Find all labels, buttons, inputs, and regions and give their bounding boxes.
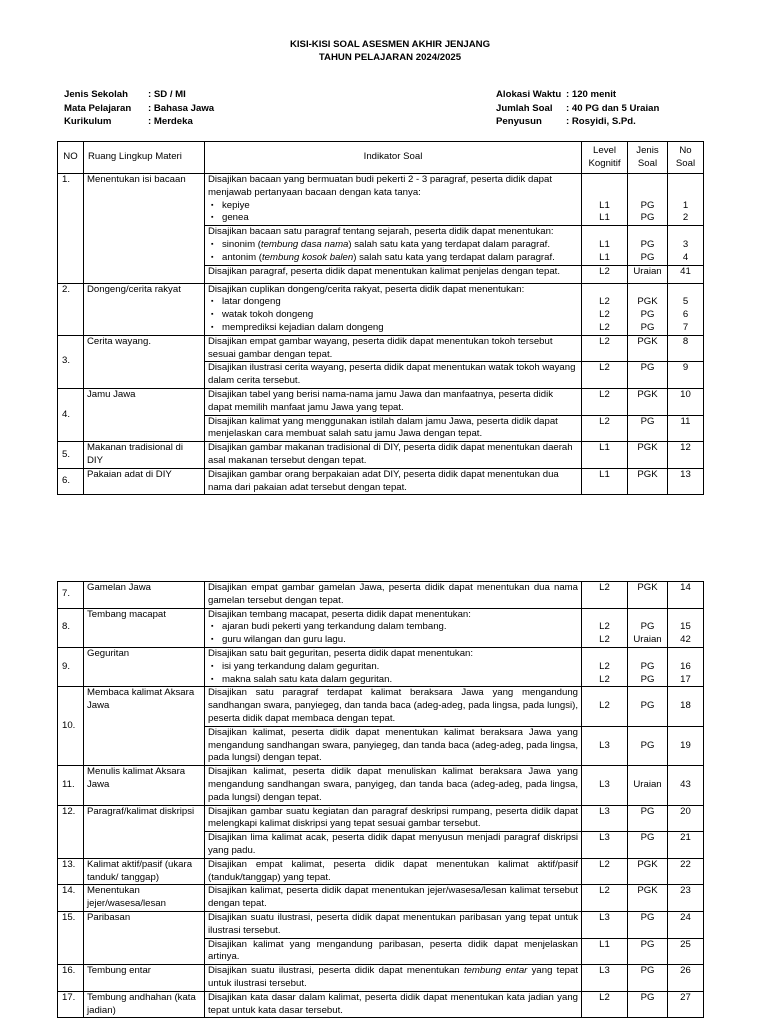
row-number: 5. [58,442,84,469]
meta-label: Alokasi Waktu [496,89,562,100]
bullet-icon: ▪ [211,253,214,261]
bullet-icon: ▪ [211,311,214,319]
row-jenis: PGK [628,335,668,362]
meta-row [64,102,214,116]
row-indikator: Disajikan empat gambar wayang, peserta didik dapat menentukan tokoh tersebut sesuai gambar dengan tepat. [205,335,582,362]
text-part: ) salah satu kata yang terdapat dalam paragraf. [353,251,555,263]
row-nosoal: 21 [668,832,704,859]
level-value: L1 [599,199,610,211]
row-level: L2 [582,415,628,442]
row-level: L3 [582,832,628,859]
bullet-text: genea [222,212,249,224]
row-nosoal: 12 [668,442,704,469]
jenis-value: PG [640,309,655,321]
row-level: L3 [582,726,628,765]
table-row [58,805,704,832]
meta-row [496,115,659,129]
row-nosoal: 27 [668,991,704,1018]
row-number: 2. [58,283,84,335]
jenis-value: PG [640,673,655,685]
table-row [58,687,704,726]
row-jenis: PGK [628,885,668,912]
bullet-item [208,621,578,634]
row-materi: Tembung entar [84,965,205,992]
bullet-icon: ▪ [211,298,214,306]
meta-label: Kurikulum [64,116,112,127]
row-jenis: Uraian [628,766,668,805]
nosoal-value: 6 [682,309,689,321]
jenis-value: PG [640,212,655,224]
row-level: L1 [582,442,628,469]
text-part: antonim ( [222,251,262,263]
row-number: 11. [58,766,84,805]
row-jenis: PG [628,965,668,992]
row-nosoal: 9 [668,362,704,389]
meta-label: Mata Pelajaran [64,102,132,114]
nosoal-value: 3 [682,238,689,250]
table-row [58,582,704,609]
row-indikator: Disajikan tabel yang berisi nama-nama jamu Jawa dan manfaatnya, peserta didik dapat memilih manfaat jamu Jawa yang tepat. [205,388,582,415]
row-nosoal [668,608,704,647]
italic-term: tembung kosok balen [262,251,354,263]
level-value: L2 [599,296,610,308]
row-level [582,608,628,647]
row-number: 13. [58,858,84,885]
row-indikator: Disajikan ilustrasi cerita wayang, peserta didik dapat menentukan watak tokoh wayang dalam cerita tersebut. [205,362,582,389]
col-jenis-line: Jenis [636,144,659,156]
row-materi: Menulis kalimat Aksara Jawa [84,766,205,805]
kisi-kisi-table-2 [57,581,704,1018]
row-jenis [628,174,668,226]
level-value: L1 [599,212,610,224]
row-level: L1 [582,938,628,965]
row-jenis: PG [628,991,668,1018]
row-level: L2 [582,362,628,389]
row-level: L3 [582,911,628,938]
row-nosoal: 23 [668,885,704,912]
row-jenis: PG [628,938,668,965]
level-value: L2 [599,309,610,321]
row-jenis: PG [628,911,668,938]
col-no: NO [58,142,84,174]
col-level-line: Level [593,144,616,156]
row-jenis: PGK [628,468,668,495]
row-number: 17. [58,991,84,1018]
table-row [58,647,704,686]
row-indikator [205,226,582,265]
row-indikator [205,283,582,335]
level-value: L2 [599,321,610,333]
jenis-value: PG [640,251,655,263]
row-jenis: PGK [628,442,668,469]
row-materi: Tembang macapat [84,608,205,647]
row-jenis: PG [628,805,668,832]
bullet-text: guru wilangan dan guru lagu. [222,634,346,646]
indikator-text: Disajikan bacaan yang bermuatan budi pekerti 2 - 3 paragraf, peserta didik dapat menjawab pertanyaan bacaan dengan kata tanya: [208,174,552,198]
meta-row [496,88,659,102]
row-materi: Geguritan [84,647,205,686]
col-nosoal [668,142,704,174]
row-level: L3 [582,805,628,832]
row-nosoal: 22 [668,858,704,885]
row-nosoal [668,283,704,335]
table-row [58,965,704,992]
jenis-value: PG [640,238,655,250]
row-indikator: Disajikan kalimat, peserta didik dapat menentukan kalimat beraksara Jawa yang mengandung sandhangan swara, panyiegeg, dan tanda baca (adeg-adeg, pada lingsa, pada lungsi) dengan tepat. [205,726,582,765]
jenis-value: PGK [637,296,658,308]
bullet-icon: ▪ [211,675,214,683]
nosoal-value: 17 [680,673,691,685]
row-materi: Membaca kalimat Aksara Jawa [84,687,205,766]
meta-row [64,88,214,102]
table-row [58,468,704,495]
bullet-item [208,674,578,687]
col-indikator: Indikator Soal [205,142,582,174]
document-title [0,38,768,64]
meta-left [64,88,214,129]
nosoal-value: 2 [682,212,689,224]
row-nosoal [668,647,704,686]
row-level [582,174,628,226]
row-jenis: PGK [628,582,668,609]
nosoal-value: 4 [682,251,689,263]
table-row [58,991,704,1018]
level-value: L2 [599,660,610,672]
meta-label: Penyusun [496,116,542,127]
row-jenis: PG [628,362,668,389]
meta-value: : Rosyidi, S.Pd. [566,116,636,127]
row-materi: Menentukan jejer/wasesa/lesan [84,885,205,912]
row-indikator: Disajikan kalimat, peserta didik dapat menuliskan kalimat beraksara Jawa yang mengandung sandhangan swara, panyigeg, dan tanda baca (adeg-adeg, pada lingsa, pada lungsi) dengan tepat. [205,766,582,805]
row-indikator [205,608,582,647]
table-row [58,335,704,362]
row-number: 16. [58,965,84,992]
row-level: L2 [582,687,628,726]
bullet-item [208,239,578,252]
row-indikator: Disajikan gambar suatu kegiatan dan paragraf deskripsi rumpang, peserta didik dapat melengkapi kalimat diskripsi yang tepat sesuai gambar tersebut. [205,805,582,832]
jenis-value: PG [640,321,655,333]
italic-term: tembung entar [463,965,528,977]
table-row [58,911,704,938]
row-indikator [205,647,582,686]
bullet-text: memprediksi kejadian dalam dongeng [222,321,384,333]
level-value: L2 [599,673,610,685]
nosoal-value: 5 [682,296,689,308]
bullet-icon: ▪ [211,662,214,670]
col-jenis [628,142,668,174]
italic-term: tembung dasa nama [260,238,349,250]
row-indikator [205,965,582,992]
row-nosoal [668,174,704,226]
text-part: ) salah satu kata yang terdapat dalam paragraf. [348,238,550,250]
table-header-row [58,142,704,174]
indikator-text: Disajikan bacaan satu paragraf tentang sejarah, peserta didik dapat menentukan: [208,226,554,238]
col-level-line: Kognitif [588,157,621,169]
text-part: Disajikan suatu ilustrasi, peserta didik dapat menentukan [208,965,464,977]
row-jenis: PG [628,415,668,442]
jenis-value: Uraian [633,634,662,646]
bullet-item [208,322,578,335]
row-jenis: PG [628,832,668,859]
row-indikator: Disajikan gambar orang berpakaian adat DIY, peserta didik dapat menentukan dua nama dari pakaian adat tersebut dengan tepat. [205,468,582,495]
row-materi: Paribasan [84,911,205,964]
bullet-text [222,239,578,252]
row-materi: Tembung andhahan (kata jadian) [84,991,205,1018]
bullet-text [222,252,578,265]
row-nosoal: 13 [668,468,704,495]
row-number: 14. [58,885,84,912]
bullet-icon: ▪ [211,240,214,248]
bullet-icon: ▪ [211,214,214,222]
row-number: 1. [58,174,84,284]
row-indikator: Disajikan gambar makanan tradisional di DIY, peserta didik dapat menentukan daerah asal makanan tersebut dengan tepat. [205,442,582,469]
bullet-text: isi yang terkandung dalam geguritan. [222,660,380,672]
row-indikator: Disajikan kalimat yang menggunakan istilah dalam jamu Jawa, peserta didik dapat menjelaskan cara membuat salah satu jamu Jawa dengan tepat. [205,415,582,442]
row-materi: Cerita wayang. [84,335,205,388]
bullet-icon: ▪ [211,623,214,631]
nosoal-value: 7 [682,321,689,333]
row-materi: Gamelan Jawa [84,582,205,609]
row-number: 9. [58,647,84,686]
bullet-item [208,661,578,674]
table-row [58,766,704,805]
bullet-text: ajaran budi pekerti yang terkandung dalam tembang. [222,621,447,633]
meta-value: : 120 menit [566,89,617,100]
table-row [58,442,704,469]
row-nosoal: 19 [668,726,704,765]
row-nosoal: 18 [668,687,704,726]
nosoal-value: 15 [680,621,691,633]
level-value: L2 [599,634,610,646]
row-level: L2 [582,388,628,415]
indikator-text: Disajikan cuplikan dongeng/cerita rakyat, peserta didik dapat menentukan: [208,283,525,295]
col-nosoal-line: No [679,144,692,156]
bullet-item [208,212,578,225]
meta-row [64,115,214,129]
row-number: 12. [58,805,84,858]
meta-label: Jenis Sekolah [64,89,128,100]
row-indikator: Disajikan lima kalimat acak, peserta didik dapat menyusun menjadi paragraf diskripsi yang padu. [205,832,582,859]
row-jenis: PGK [628,388,668,415]
row-materi: Jamu Jawa [84,388,205,441]
row-nosoal: 8 [668,335,704,362]
row-materi: Paragraf/kalimat diskripsi [84,805,205,858]
table-row [58,388,704,415]
row-materi: Dongeng/cerita rakyat [84,283,205,335]
row-number: 15. [58,911,84,964]
row-materi: Kalimat aktif/pasif (ukara tanduk/ tanggap) [84,858,205,885]
row-nosoal: 11 [668,415,704,442]
bullet-icon: ▪ [211,323,214,331]
table-row [58,283,704,335]
bullet-item [208,634,578,647]
jenis-value: PG [640,621,655,633]
bullet-text: latar dongeng [222,296,281,308]
row-jenis [628,226,668,265]
year-line: TAHUN PELAJARAN 2024/2025 [318,52,462,63]
row-number: 7. [58,582,84,609]
meta-right [496,88,659,129]
row-jenis: PG [628,726,668,765]
row-nosoal: 43 [668,766,704,805]
nosoal-value: 42 [680,634,691,646]
row-level: L2 [582,885,628,912]
row-nosoal: 20 [668,805,704,832]
table-row [58,608,704,647]
table-row [58,174,704,226]
row-indikator: Disajikan paragraf, peserta didik dapat menentukan kalimat penjelas dengan tepat. [205,265,582,283]
row-level: L2 [582,582,628,609]
bullet-item [208,200,578,213]
bullet-icon: ▪ [211,636,214,644]
row-indikator: Disajikan suatu ilustrasi, peserta didik dapat menentukan paribasan yang tepat untuk ilustrasi tersebut. [205,911,582,938]
bullet-text: kepiye [222,199,250,211]
row-number: 8. [58,608,84,647]
table-row [58,858,704,885]
indikator-text: Disajikan tembang macapat, peserta didik dapat menentukan: [208,608,471,620]
meta-value: : Merdeka [148,116,193,127]
level-value: L1 [599,238,610,250]
row-jenis: PGK [628,858,668,885]
jenis-value: PG [640,199,655,211]
row-nosoal: 10 [668,388,704,415]
row-level: L2 [582,265,628,283]
row-jenis: PG [628,687,668,726]
col-nosoal-line: Soal [675,157,696,169]
row-level: L1 [582,468,628,495]
table-row [58,885,704,912]
row-level: L3 [582,766,628,805]
row-nosoal [668,226,704,265]
row-level [582,283,628,335]
nosoal-value: 16 [680,660,691,672]
bullet-item [208,309,578,322]
row-indikator: Disajikan kalimat yang mengandung paribasan, peserta didik dapat menjelaskan artinya. [205,938,582,965]
row-indikator: Disajikan kata dasar dalam kalimat, peserta didik dapat menentukan kata jadian yang tepat untuk kata dasar tersebut. [205,991,582,1018]
row-materi: Makanan tradisional di DIY [84,442,205,469]
row-indikator [205,174,582,226]
row-number: 3. [58,335,84,388]
row-level: L3 [582,965,628,992]
row-nosoal: 26 [668,965,704,992]
row-level: L2 [582,858,628,885]
col-level [582,142,628,174]
kisi-kisi-table-1 [57,141,704,495]
row-indikator: Disajikan satu paragraf terdapat kalimat beraksara Jawa yang mengandung sandhangan swara, panyiegeg, dan tanda baca (adeg-adeg, pada lingsa, pada lungsi), peserta didik dapat membaca dengan tepat. [205,687,582,726]
meta-label: Jumlah Soal [496,102,553,114]
row-nosoal: 41 [668,265,704,283]
bullet-text: makna salah satu kata dalam geguritan. [222,673,393,685]
bullet-item [208,252,578,265]
row-level [582,226,628,265]
row-level [582,647,628,686]
text-part: yang tepat untuk ilustrasi tersebut. [208,965,579,989]
meta-value: : 40 PG dan 5 Uraian [566,102,660,114]
row-jenis: Uraian [628,265,668,283]
row-indikator: Disajikan kalimat, peserta didik dapat menentukan jejer/wasesa/lesan kalimat tersebut dengan tepat. [205,885,582,912]
jenis-value: PG [640,660,655,672]
row-number: 6. [58,468,84,495]
row-number: 10. [58,687,84,766]
level-value: L2 [599,621,610,633]
text-part: sinonim ( [222,238,261,250]
indikator-text: Disajikan satu bait geguritan, peserta didik dapat menentukan: [208,647,474,659]
col-jenis-line: Soal [637,157,658,169]
row-nosoal: 25 [668,938,704,965]
meta-value: : Bahasa Jawa [148,102,215,114]
row-level: L2 [582,335,628,362]
row-indikator: Disajikan empat gambar gamelan Jawa, peserta didik dapat menentukan dua nama gamelan tersebut dengan tepat. [205,582,582,609]
row-jenis [628,608,668,647]
bullet-icon: ▪ [211,201,214,209]
row-number: 4. [58,388,84,441]
row-nosoal: 24 [668,911,704,938]
row-level: L2 [582,991,628,1018]
row-jenis [628,647,668,686]
col-materi: Ruang Lingkup Materi [84,142,205,174]
level-value: L1 [599,251,610,263]
row-jenis [628,283,668,335]
row-indikator: Disajikan empat kalimat, peserta didik dapat menentukan kalimat aktif/pasif (tanduk/tanggap) yang tepat. [205,858,582,885]
row-nosoal: 14 [668,582,704,609]
meta-row [496,102,659,116]
row-materi: Menentukan isi bacaan [84,174,205,284]
bullet-item [208,296,578,309]
row-materi: Pakaian adat di DIY [84,468,205,495]
title-line: KISI-KISI SOAL ASESMEN AKHIR JENJANG [289,39,491,50]
bullet-text: watak tokoh dongeng [222,309,314,321]
nosoal-value: 1 [682,199,689,211]
meta-value: : SD / MI [148,89,186,100]
